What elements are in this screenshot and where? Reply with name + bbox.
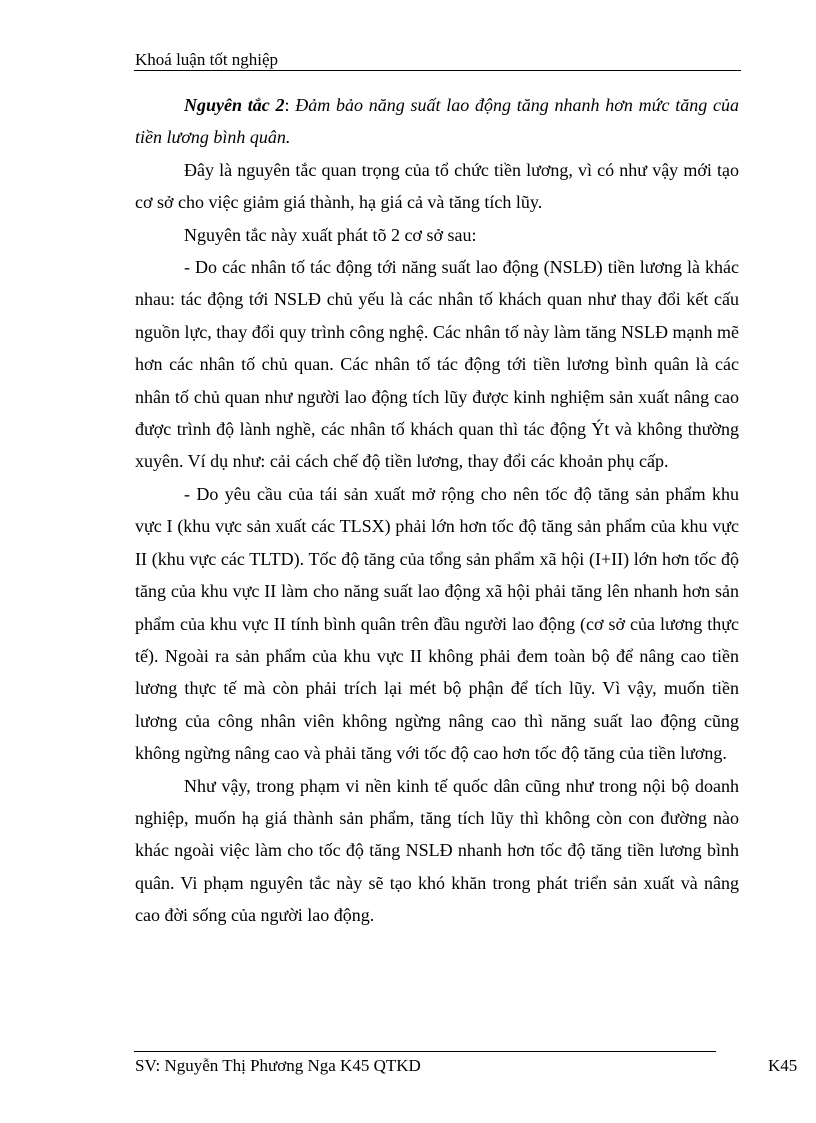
paragraph: Nguyên tắc này xuất phát tõ 2 cơ sở sau: [184,224,477,245]
paragraph: Như vậy, trong phạm vi nền kinh tế quốc dân cũng như trong nội bộ doanh nghiệp, muốn hạ giá thành sản phẩm, tăng tích lũy thì không còn con đường nào khác ngoài việc làm cho tốc độ tăng NSLĐ nhanh hơn tốc độ tăng tiền lương bình quân. Vi phạm nguyên tắc này sẽ tạo khó khăn trong phát triển sản xuất và nâng cao đời sống của người lao động. [135,775,739,926]
principle-label: Nguyên tắc 2 [184,95,285,115]
footer-rule [134,1051,716,1052]
paragraph: - Do yêu cầu của tái sản xuất mở rộng cho nên tốc độ tăng sản phẩm khu vực I (khu vực sản xuất các TLSX) phải lớn hơn tốc độ tăng sản phẩm của khu vực II (khu vực các TLTD). Tốc độ tăng của tổng sản phẩm xã hội (I+II) lớn hơn tốc độ tăng của khu vực II làm cho năng suất lao động xã hội phải tăng lên nhanh hơn sản phẩm của khu vực II tính bình quân trên đầu người lao động (cơ sở của lương thực tế). Ngoài ra sản phẩm của khu vực II không phải đem toàn bộ để nâng cao tiền lương thực tế mà còn phải trích lại mét bộ phận để tích lũy. Vì vậy, muốn tiền lương của công nhân viên không ngừng nâng cao thì năng suất lao động cũng không ngừng nâng cao và phải tăng với tốc độ cao hơn tốc độ tăng của tiền lương. [135,483,739,764]
principle-paragraph [135,89,739,154]
document-body [135,89,739,932]
footer-author: SV: Nguyễn Thị Phương Nga K45 QTKD [135,1056,421,1075]
principle-colon: : [284,95,296,115]
footer-page-label: K45 [768,1056,798,1075]
paragraph: Đây là nguyên tắc quan trọng của tổ chức tiền lương, vì có như vậy mới tạo cơ sở cho việc giảm giá thành, hạ giá cả và tăng tích lũy. [135,159,739,213]
running-header: Khoá luận tốt nghiệp [135,50,279,69]
principle-statement: Đảm bảo năng suất lao động tăng nhanh hơn mức tăng của tiền lương bình quân. [135,95,739,148]
paragraph: - Do các nhân tố tác động tới năng suất lao động (NSLĐ) tiền lương là khác nhau: tác động tới NSLĐ chủ yếu là các nhân tố khách quan như thay đổi kết cấu nguồn lực, thay đổi quy trình công nghệ. Các nhân tố này làm tăng NSLĐ mạnh mẽ hơn các nhân tố chủ quan. Các nhân tố tác động tới tiền lương bình quân là các nhân tố chủ quan như người lao động tích lũy được kinh nghiệm sản xuất nâng cao được trình độ lành nghề, các nhân tố khách quan thì tác động Ýt và không thường xuyên. Ví dụ như: cải cách chế độ tiền lương, thay đổi các khoản phụ cấp. [135,257,739,472]
header-rule [134,70,741,71]
